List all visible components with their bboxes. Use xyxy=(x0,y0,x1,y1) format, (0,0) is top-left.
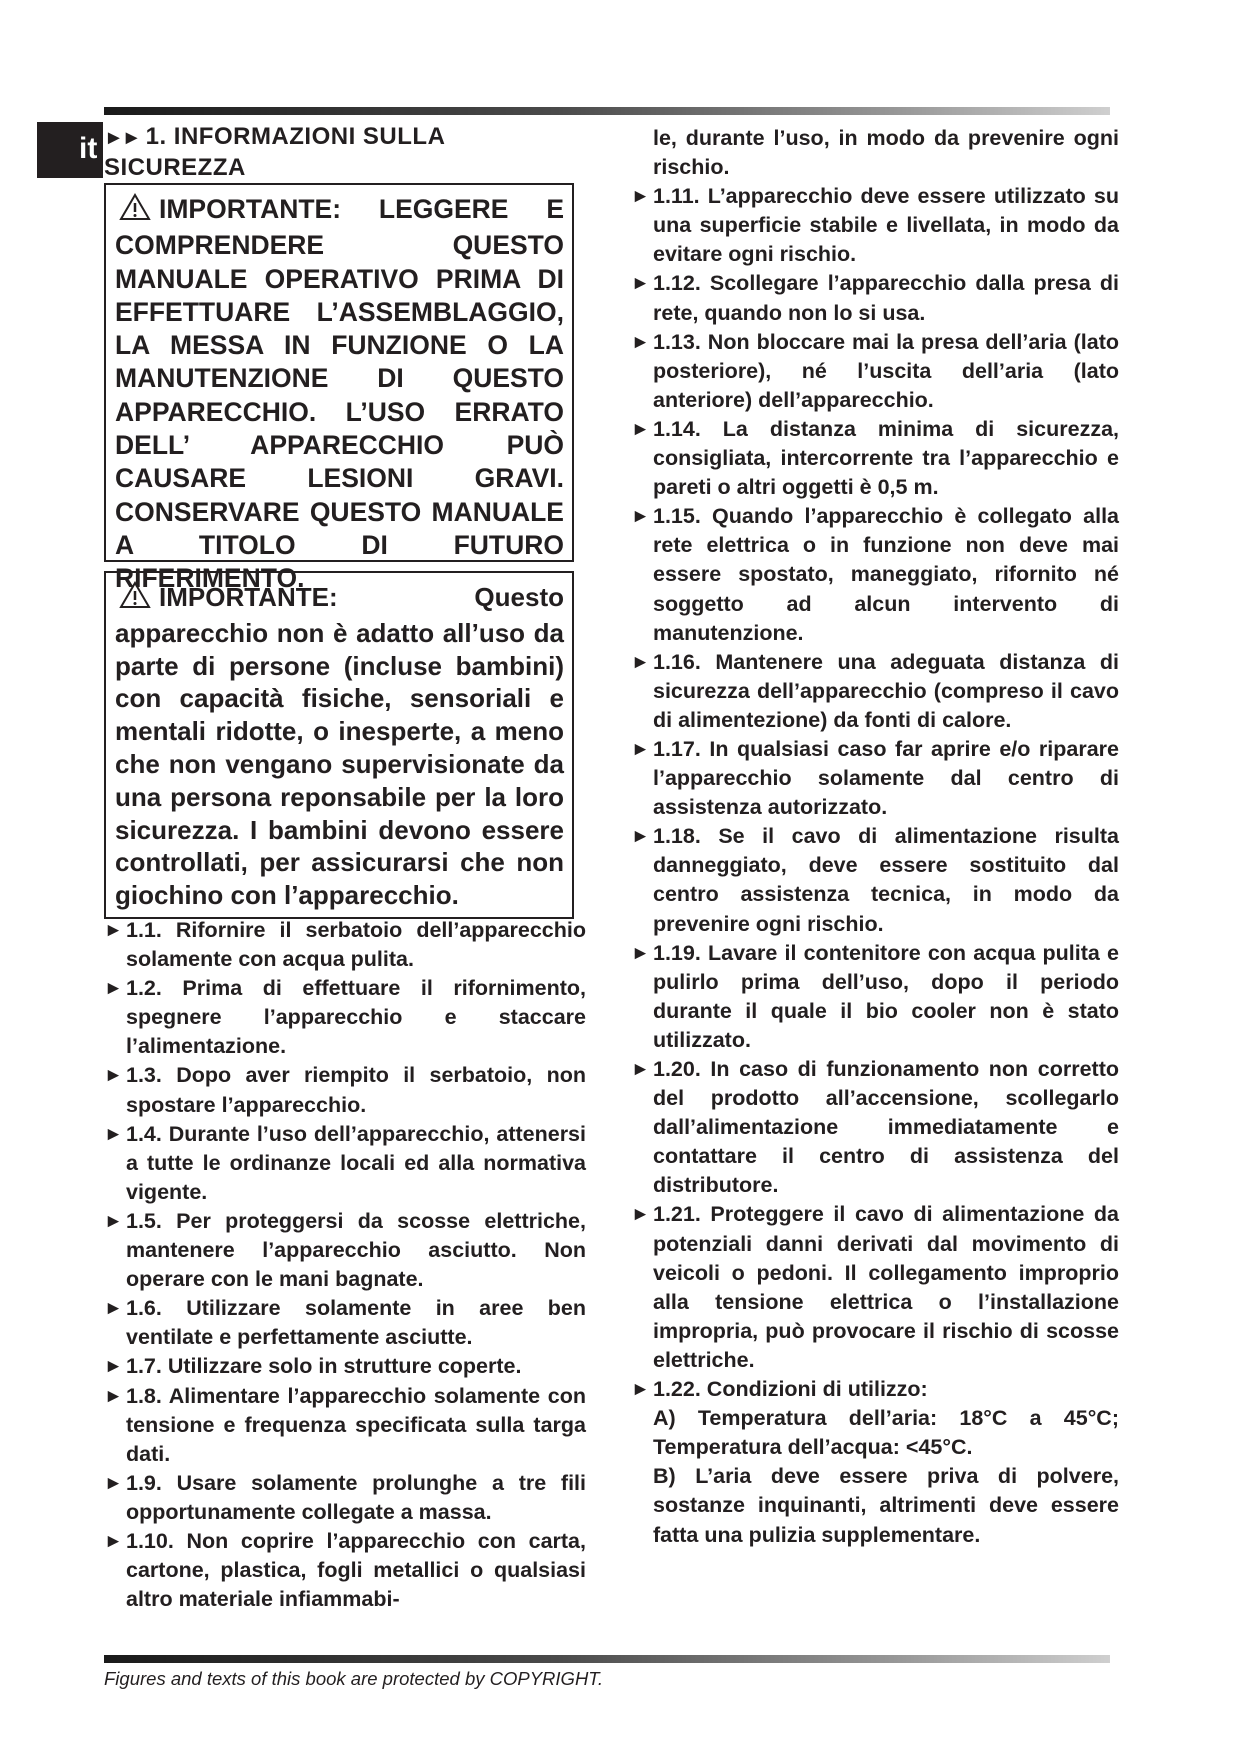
list-item: ► 1.21. Proteggere il cavo di alimentazione da potenziali danni derivati dal movimento di veicoli o pedoni. Il collegamento improprio alla tensione elettrica o l’installazione impropria, può provocare il rischio di scosse elettriche. xyxy=(631,1202,1119,1372)
list-item: ► 1.5. Per proteggersi da scosse elettriche, mantenere l’apparecchio asciutto. Non operare con le mani bagnate. xyxy=(104,1208,586,1292)
list-item: ► 1.11. L’apparecchio deve essere utilizzato su una superficie stabile e livellata, in modo da evitare ogni rischio. xyxy=(631,184,1119,267)
bullet-arrow-icon: ► xyxy=(104,1472,123,1494)
list-item: ► 1.16. Mantenere una adeguata distanza di sicurezza dell’apparecchio (compreso il cavo di alimentezione) da fonti di calore. xyxy=(631,649,1119,732)
warning-box-manual xyxy=(104,183,574,594)
bullet-arrow-icon: ► xyxy=(631,826,650,848)
list-item: ► 1.8. Alimentare l’apparecchio solamente con tensione e frequenza specificata sulla targa dati. xyxy=(104,1383,586,1466)
list-item: ► 1.4. Durante l’uso dell’apparecchio, attenersi a tutte le ordinanze locali ed alla normativa vigente. xyxy=(104,1121,586,1204)
list-item: ► 1.3. Dopo aver riempito il serbatoio, non spostare l’apparecchio. xyxy=(104,1063,586,1117)
bottom-rule xyxy=(104,1655,1110,1663)
list-item-continuation: le, durante l’uso, in modo da prevenire ogni rischio. xyxy=(653,126,1119,180)
bullet-arrow-icon: ► xyxy=(104,1530,123,1552)
bullet-arrow-icon: ► xyxy=(631,418,650,440)
bullet-arrow-icon: ► xyxy=(104,1385,123,1407)
bullet-arrow-icon: ► xyxy=(631,331,650,353)
list-item: ► 1.22. Condizioni di utilizzo: xyxy=(631,1375,1119,1404)
condition-air-quality: B) L’aria deve essere priva di polvere, sostanze inquinanti, altrimenti deve essere fatta una pulizia supplementare. xyxy=(653,1464,1119,1547)
section-arrows-icon: ►► xyxy=(104,127,140,149)
bullet-arrow-icon: ► xyxy=(631,1059,650,1080)
list-item: ► 1.13. Non bloccare mai la presa dell’aria (lato posteriore), né l’uscita dell’aria (lato anteriore) dell’apparecchio. xyxy=(631,329,1119,412)
list-item: ► 1.18. Se il cavo di alimentazione risulta danneggiato, deve essere sostituito dal centro assistenza tecnica, in modo da prevenire ogni rischio. xyxy=(631,824,1119,936)
list-item: ► 1.10. Non coprire l’apparecchio con carta, cartone, plastica, fogli metallici o qualsiasi altro materiale infiammabi- xyxy=(104,1528,586,1612)
list-item: ► 1.14. La distanza minima di sicurezza, consigliata, intercorrente tra l’apparecchio e pareti o altri oggetti è 0,5 m. xyxy=(631,416,1119,500)
condition-air-water: A) Temperatura dell’aria: 18°C a 45°C; Temperatura dell’acqua: <45°C. xyxy=(653,1406,1119,1460)
list-item: ► 1.7. Utilizzare solo in strutture coperte. xyxy=(104,1352,586,1381)
bullet-arrow-icon: ► xyxy=(104,920,123,941)
list-item: ► 1.17. In qualsiasi caso far aprire e/o riparare l’apparecchio solamente dal centro di assistenza autorizzato. xyxy=(631,736,1119,820)
list-item: ► 1.12. Scollegare l’apparecchio dalla presa di rete, quando non lo si usa. xyxy=(631,271,1119,325)
section-title-text: 1. INFORMAZIONI SULLA SICUREZZA xyxy=(104,123,445,181)
list-item: ► 1.6. Utilizzare solamente in aree ben ventilate e perfettamente asciutte. xyxy=(104,1296,586,1350)
list-item: ► 1.1. Rifornire il serbatoio dell’apparecchio solamente con acqua pulita. xyxy=(104,918,586,972)
top-rule xyxy=(104,107,1110,115)
bullet-arrow-icon: ► xyxy=(104,1123,123,1145)
bullet-arrow-icon: ► xyxy=(631,942,650,964)
left-column-list xyxy=(104,916,586,1614)
warning-text-manual: IMPORTANTE: LEGGERE E COMPRENDERE QUESTO MANUALE OPERATIVO PRIMA DI EFFETTUARE L’ASSEMBLAGGIO, LA MESSA IN FUNZIONE O LA MANUTENZIONE DI QUESTO APPARECCHIO. L’USO ERRATO DELL’ APPARECCHIO PUÒ CAUSARE LESIONI GRAVI. CONSERVARE QUESTO MANUALE A TITOLO DI FUTURO RIFERIMENTO. xyxy=(115,194,564,594)
warning-text-persons: IMPORTANTE: Questo apparecchio non è adatto all’uso da parte di persone (incluse bambini) con capacità fisiche, sensoriali e mentali ridotte, o inesperte, a meno che non vengano supervisionate da una persona reponsabile per la loro sicurezza. I bambini devono essere controllati, per assicurarsi che non giochino con l’apparecchio. xyxy=(115,582,564,911)
warning-triangle-icon xyxy=(119,581,151,617)
bullet-arrow-icon: ► xyxy=(631,738,650,760)
copyright-footer: Figures and texts of this book are protected by COPYRIGHT. xyxy=(104,1668,604,1689)
warning-box-persons xyxy=(104,571,574,919)
bullet-arrow-icon: ► xyxy=(631,1204,650,1226)
bullet-arrow-icon: ► xyxy=(104,1356,123,1378)
bullet-arrow-icon: ► xyxy=(631,1379,650,1401)
bullet-arrow-icon: ► xyxy=(104,1065,123,1087)
list-item: ► 1.20. In caso di funzionamento non corretto del prodotto all’accensione, scollegarlo dall’alimentazione immediatamente e contattare il centro di assistenza del distributore. xyxy=(631,1057,1119,1198)
list-item: ► 1.15. Quando l’apparecchio è collegato alla rete elettrica o in funzione non deve mai essere spostato, maneggiato, rifornito né soggetto ad alcun intervento di manutenzione. xyxy=(631,504,1119,645)
list-item: ► 1.19. Lavare il contenitore con acqua pulita e pulirlo prima dell’uso, dopo il periodo durante il quale il bio cooler non è stato utilizzato. xyxy=(631,940,1119,1052)
bullet-arrow-icon: ► xyxy=(631,506,650,528)
bullet-arrow-icon: ► xyxy=(104,1298,123,1320)
bullet-arrow-icon: ► xyxy=(631,651,650,673)
warning-triangle-icon xyxy=(119,193,151,229)
section-title xyxy=(104,122,584,182)
list-item: ► 1.2. Prima di effettuare il rifornimento, spegnere l’apparecchio e staccare l’alimentazione. xyxy=(104,976,586,1059)
list-item: ► 1.9. Usare solamente prolunghe a tre fili opportunamente collegate a massa. xyxy=(104,1470,586,1524)
bullet-arrow-icon: ► xyxy=(631,273,650,295)
bullet-arrow-icon: ► xyxy=(631,186,650,208)
right-column-list xyxy=(631,124,1119,1550)
language-tab: it xyxy=(37,122,103,178)
bullet-arrow-icon: ► xyxy=(104,1210,123,1232)
bullet-arrow-icon: ► xyxy=(104,978,123,1000)
